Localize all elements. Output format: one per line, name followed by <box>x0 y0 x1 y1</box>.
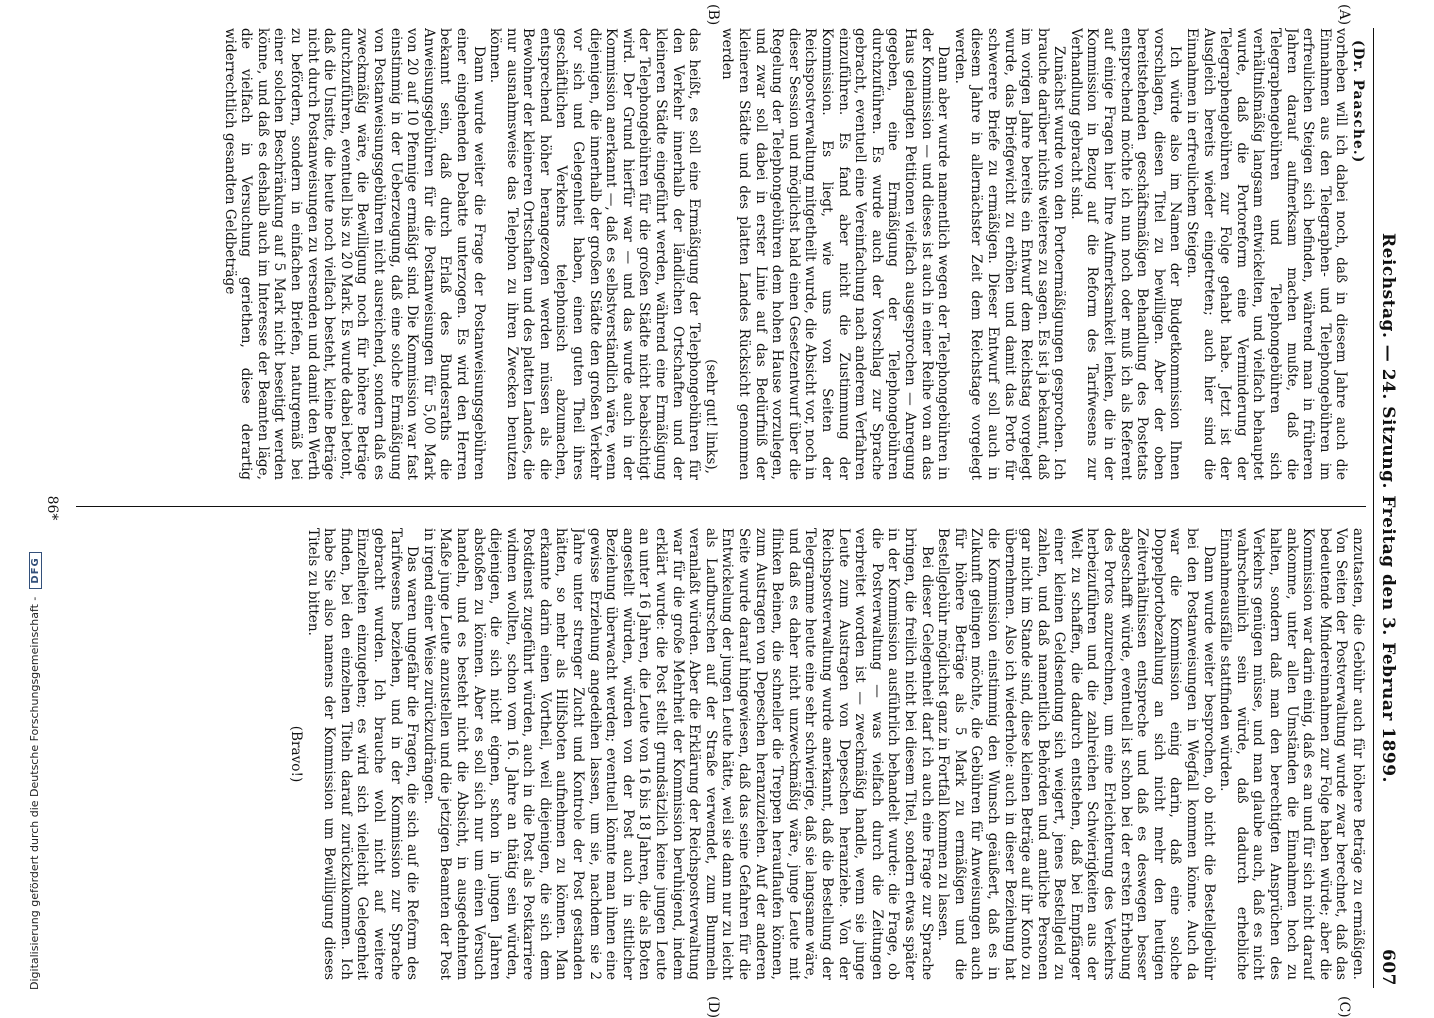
dfg-logo: DFG <box>29 552 42 588</box>
paragraph: Ich würde also im Namen der Budgetkommission Ihnen vorschlagen, diesen Titel zu bewilligen. Aber der oben bereitstehenden geschäftsmäßigen Behandlung des Postetats entsprechend möchte ich nun noch oder muß ich als Referent auf einige Fragen hier Ihre Aufmerksamkeit lenken, die in der Kommission in Bezug auf die Reform des Tarifwesens zur Verhandlung gebracht sind. <box>1067 28 1184 480</box>
margin-marker-a: (A) <box>1336 4 1352 26</box>
paragraph: vorheben will ich dabei noch, daß in diesem Jahre auch die Einnahmen aus den Telegraphen- und Telephongebühren im erfreulichen Steigen sich befinden, während man in früheren Jahren darauf aufmerksam machen mußte, daß die Telegraphengebühren und Telephongebühren sich verhältnißmäßig langsam entwickelten, und vielfach behauptet wurde, daß die Portoreform eine Verminderung der Telegraphengebühren zur Folge gehabt habe. Jetzt ist der Ausgleich bereits wieder eingetreten; auch hier sind die Einnahmen in erfreulichem Steigen. <box>1184 28 1350 480</box>
audience-reaction: (Bravo!) <box>288 725 304 783</box>
margin-marker-b: (B) <box>705 4 721 26</box>
paragraph: anzutasten, die Gebühr auch für höhere Beträge zu ermäßigen. Von Seiten der Postverwaltung wurde zwar berechnet, daß das bedeutende Mindereinnahmen zur Folge haben würde; aber die Kommission war darin einig, daß es an und für sich nicht darauf ankomme, unter allen Umständen die Einnahmen hoch zu halten, sondern daß man den berechtigten Ansprüchen des Verkehrs genügen müsse, und man glaube auch, daß es nicht wahrscheinlich sein würde, daß dadurch erhebliche Einnahmeausfälle stattfinden würden. <box>1217 528 1366 980</box>
digitization-credit: Digitalisierung gefördert durch die Deutsche Forschungsgemeinschaft -DFG <box>28 10 42 990</box>
document-page <box>10 4 1400 1018</box>
column-divider <box>76 506 1366 507</box>
right-column <box>76 528 1366 980</box>
paragraph: Dann wurde weiter besprochen, ob nicht die Bestellgebühr bei den Postanweisungen in Wegfall kommen könne. Auch da war die Kommission einig darin, daß eine solche Doppelportobezahlung an sich nicht mehr den heutigen Zeitverhältnissen entspreche und daß es deswegen besser abgeschafft würde, eventuell ist schon bei der ersten Erhebung des Portos anzurechnen, um eine Erleichterung des Verkehrs herbeizuführen und die zahlreichen Schwierigkeiten aus der Welt zu schaffen, die dadurch entstehen, daß bei Empfänger einer kleinen Geldsendung sich weigert, jenes Bestellgeld zu zahlen, und daß namentlich Behörden und amtliche Personen gar nicht im Stande sind, diese kleinen Beträge auf ihr Konto zu übernehmen. Also ich wiederhole: auch in dieser Beziehung hat die Kommission einstimmig den Wunsch geäußert, daß es in Zukunft gelingen möchte, die Gebühren für Anweisungen auch für höhere Beträge als 5 Mark zu ermäßigen und die Bestellgebühr möglichst ganz in Fortfall kommen zu lassen. <box>935 528 1217 980</box>
paragraph: Dann aber wurde namentlich wegen der Telephongebühren in der Kommission — und dieses ist auch in einer Reihe von an das Haus gelangten Petitionen vielfach ausgesprochen — Anregung gegeben, eine Ermäßigung der Telephongebühren durchzuführen. Es wurde auch der Vorschlag zur Sprache gebracht, eventuell eine Vereinfachung nach anderem Verfahren einzuführen. Es fand aber nicht die Zustimmung der Kommission. Es liegt, wie uns von Seiten der Reichspostverwaltung mitgetheilt wurde, die Absicht vor, noch in dieser Session und möglichst bald einen Gesetzentwurf über die Regelung der Telephongebühren dem hohen Hause vorzulegen, und zwar soll dabei in erster Linie auf das Bedürfniß der kleineren Städte und des platten Landes Rücksicht genommen werden <box>719 28 952 480</box>
margin-marker-c: (C) <box>1336 996 1352 1018</box>
paragraph: Das waren ungefähr die Fragen, die sich auf die Reform des Tarifwesens beziehen, und in der Kommission zur Sprache gebracht wurden. Ich brauche wohl nicht auf weitere Einzelheiten einzugehen; es wird sich vielleicht Gelegenheit finden, bei den einzelnen Titeln darauf zurückzukommen. Ich habe Sie also namens der Kommission um Bewilligung dieses Titels zu bitten. <box>304 528 421 980</box>
audience-reaction: (sehr gut! links), <box>702 359 719 474</box>
digitization-sidebar <box>8 0 41 1000</box>
text-columns <box>76 4 1366 1018</box>
paragraph: Bei dieser Gelegenheit darf ich auch eine Frage zur Sprache bringen, die freilich nicht bei diesem Titel, sondern etwas später in der Kommission ausführlich behandelt wurde: die Frage, ob die Postverwaltung — was vielfach durch die Zeitungen verbreitet worden ist — zweckmäßig handle, wenn sie junge Leute zum Austragen von Depeschen heranziehe. Von der Reichspostverwaltung wurde anerkannt, daß die Bestellung der Telegramme heute eine sehr schwierige, daß sie langsame wäre, und daß es daher nicht unzweckmäßig wäre, junge Leute mit flinken Beinen, die schneller die Treppen herauflaufen können, zum Austragen von Depeschen heranzuziehen. Auf der anderen Seite wurde darauf hingewiesen, daß das seine Gefahren für die Entwickelung der jungen Leute hätte, weil sie dann nur zu leicht als Laufburschen auf der Straße verwendet, zum Bummeln veranlaßt würden. Aber die Erklärung der Reichspostverwaltung war für die große Mehrheit der Kommission beruhigend, indem erklärt wurde: die Post stellt grundsätzlich keine jungen Leute an unter 16 Jahren, die Leute von 16 bis 18 Jahren, die als Boten angestellt würden, würden von der Post auch in sittlicher Beziehung überwacht werden; eventuell könnte man ihnen eine gewisse Erziehung angedeihen lassen, um sie, nachdem sie 2 Jahre unter strenger Zucht und Kontrole der Post gestanden hätten, so mehr als Hilfsboten aufnehmen zu können. Man erkannte darin einen Vortheil, weil diejenigen, die sich dem Postdienst zugeführt würden, auch in die Post als Postkarriere widmen wollten, schon vom 16. Jahre an thätig sein würden, diejenigen, die sich nicht eignen, schon in jungen Jahren abstoßen zu können. Aber es soll sich nur um einen Versuch handeln, und es besteht nicht die Absicht, in ausgedehntem Maße junge Leute anzustellen und die jetzigen Beamten der Post in irgend einer Weise zurückzudrängen. <box>420 528 935 980</box>
running-head-title: Reichstag. — 24. Sitzung. Freitag den 3. Februar 1899. <box>1378 233 1398 783</box>
left-column <box>76 28 1366 480</box>
page-number: 607 <box>1378 949 1398 986</box>
running-head <box>1373 28 1400 988</box>
paragraph: das heißt, es soll eine Ermäßigung der Telephongebühren für den Verkehr innerhalb der ländlichen Ortschaften und der kleineren Städte eingeführt werden, während eine Ermäßigung der Telephongebühren für die großen Städte nicht beabsichtigt wird. Der Grund hierfür war — und das wurde auch in der Kommission anerkannt —, daß es selbstverständlich wäre, wenn diejenigen, die innerhalb der großen Städte den großen Verkehr vor sich und Gelegenheit haben, einen guten Theil ihres geschäftlichen Verkehrs telephonisch abzumachen, entsprechend höher herangezogen werden müssen als die Bewohner der kleineren Ortschaften und des platten Landes, die nur ausnahmsweise das Telephon zu ihren Zwecken benutzen können. <box>487 28 703 480</box>
paragraph: Zunächst wurde von den Portoermäßigungen gesprochen. Ich brauche darüber nichts weiteres zu sagen. Es ist ja bekannt, daß im vorigen Jahre bereits ein Entwurf dem Reichstag vorgelegt wurde, das Briefgewicht zu erhöhen und damit das Porto für schwerere Briefe zu ermäßigen. Dieser Entwurf soll auch in diesem Jahre in allernächster Zeit dem Reichstage vorgelegt werden. <box>951 28 1068 480</box>
paragraph: Dann wurde weiter die Frage der Postanweisungsgebühren einer eingehenden Debatte unterzogen. Es wird den Herren bekannt sein, daß durch Erlaß des Bundesraths die Anweisungsgebühren für die Postanweisungen für 5,00 Mark von 20 auf 10 Pfennige ermäßigt sind. Die Kommission war fast einstimmig in der Ueberzeugung, daß eine solche Ermäßigung von Postanweisungsgebühren nicht ausreichend, sondern daß es zweckmäßig wäre, die Bewilligung noch für höhere Beträge durchzuführen, eventuell bis zu 20 Mark. Es wurde dabei betont, daß die Unsitte, die heute noch vielfach besteht, kleine Beträge nicht durch Postanweisungen zu versenden und damit den Werth zu befördern, sondern in einfachen Briefen, naturgemäß bei einer solchen Beschränkung auf 5 Mark nicht beseitigt werden könne, und daß es deshalb auch im Interesse der Beamten läge, die vielfach in Versuchung geriethen, diese derartig widerrechtlich gesandten Geldbeträge <box>221 28 487 480</box>
speaker-label: (Dr. Paasche.) <box>1350 40 1366 164</box>
margin-marker-d: (D) <box>705 996 721 1018</box>
folio-number: 86* <box>44 495 60 521</box>
